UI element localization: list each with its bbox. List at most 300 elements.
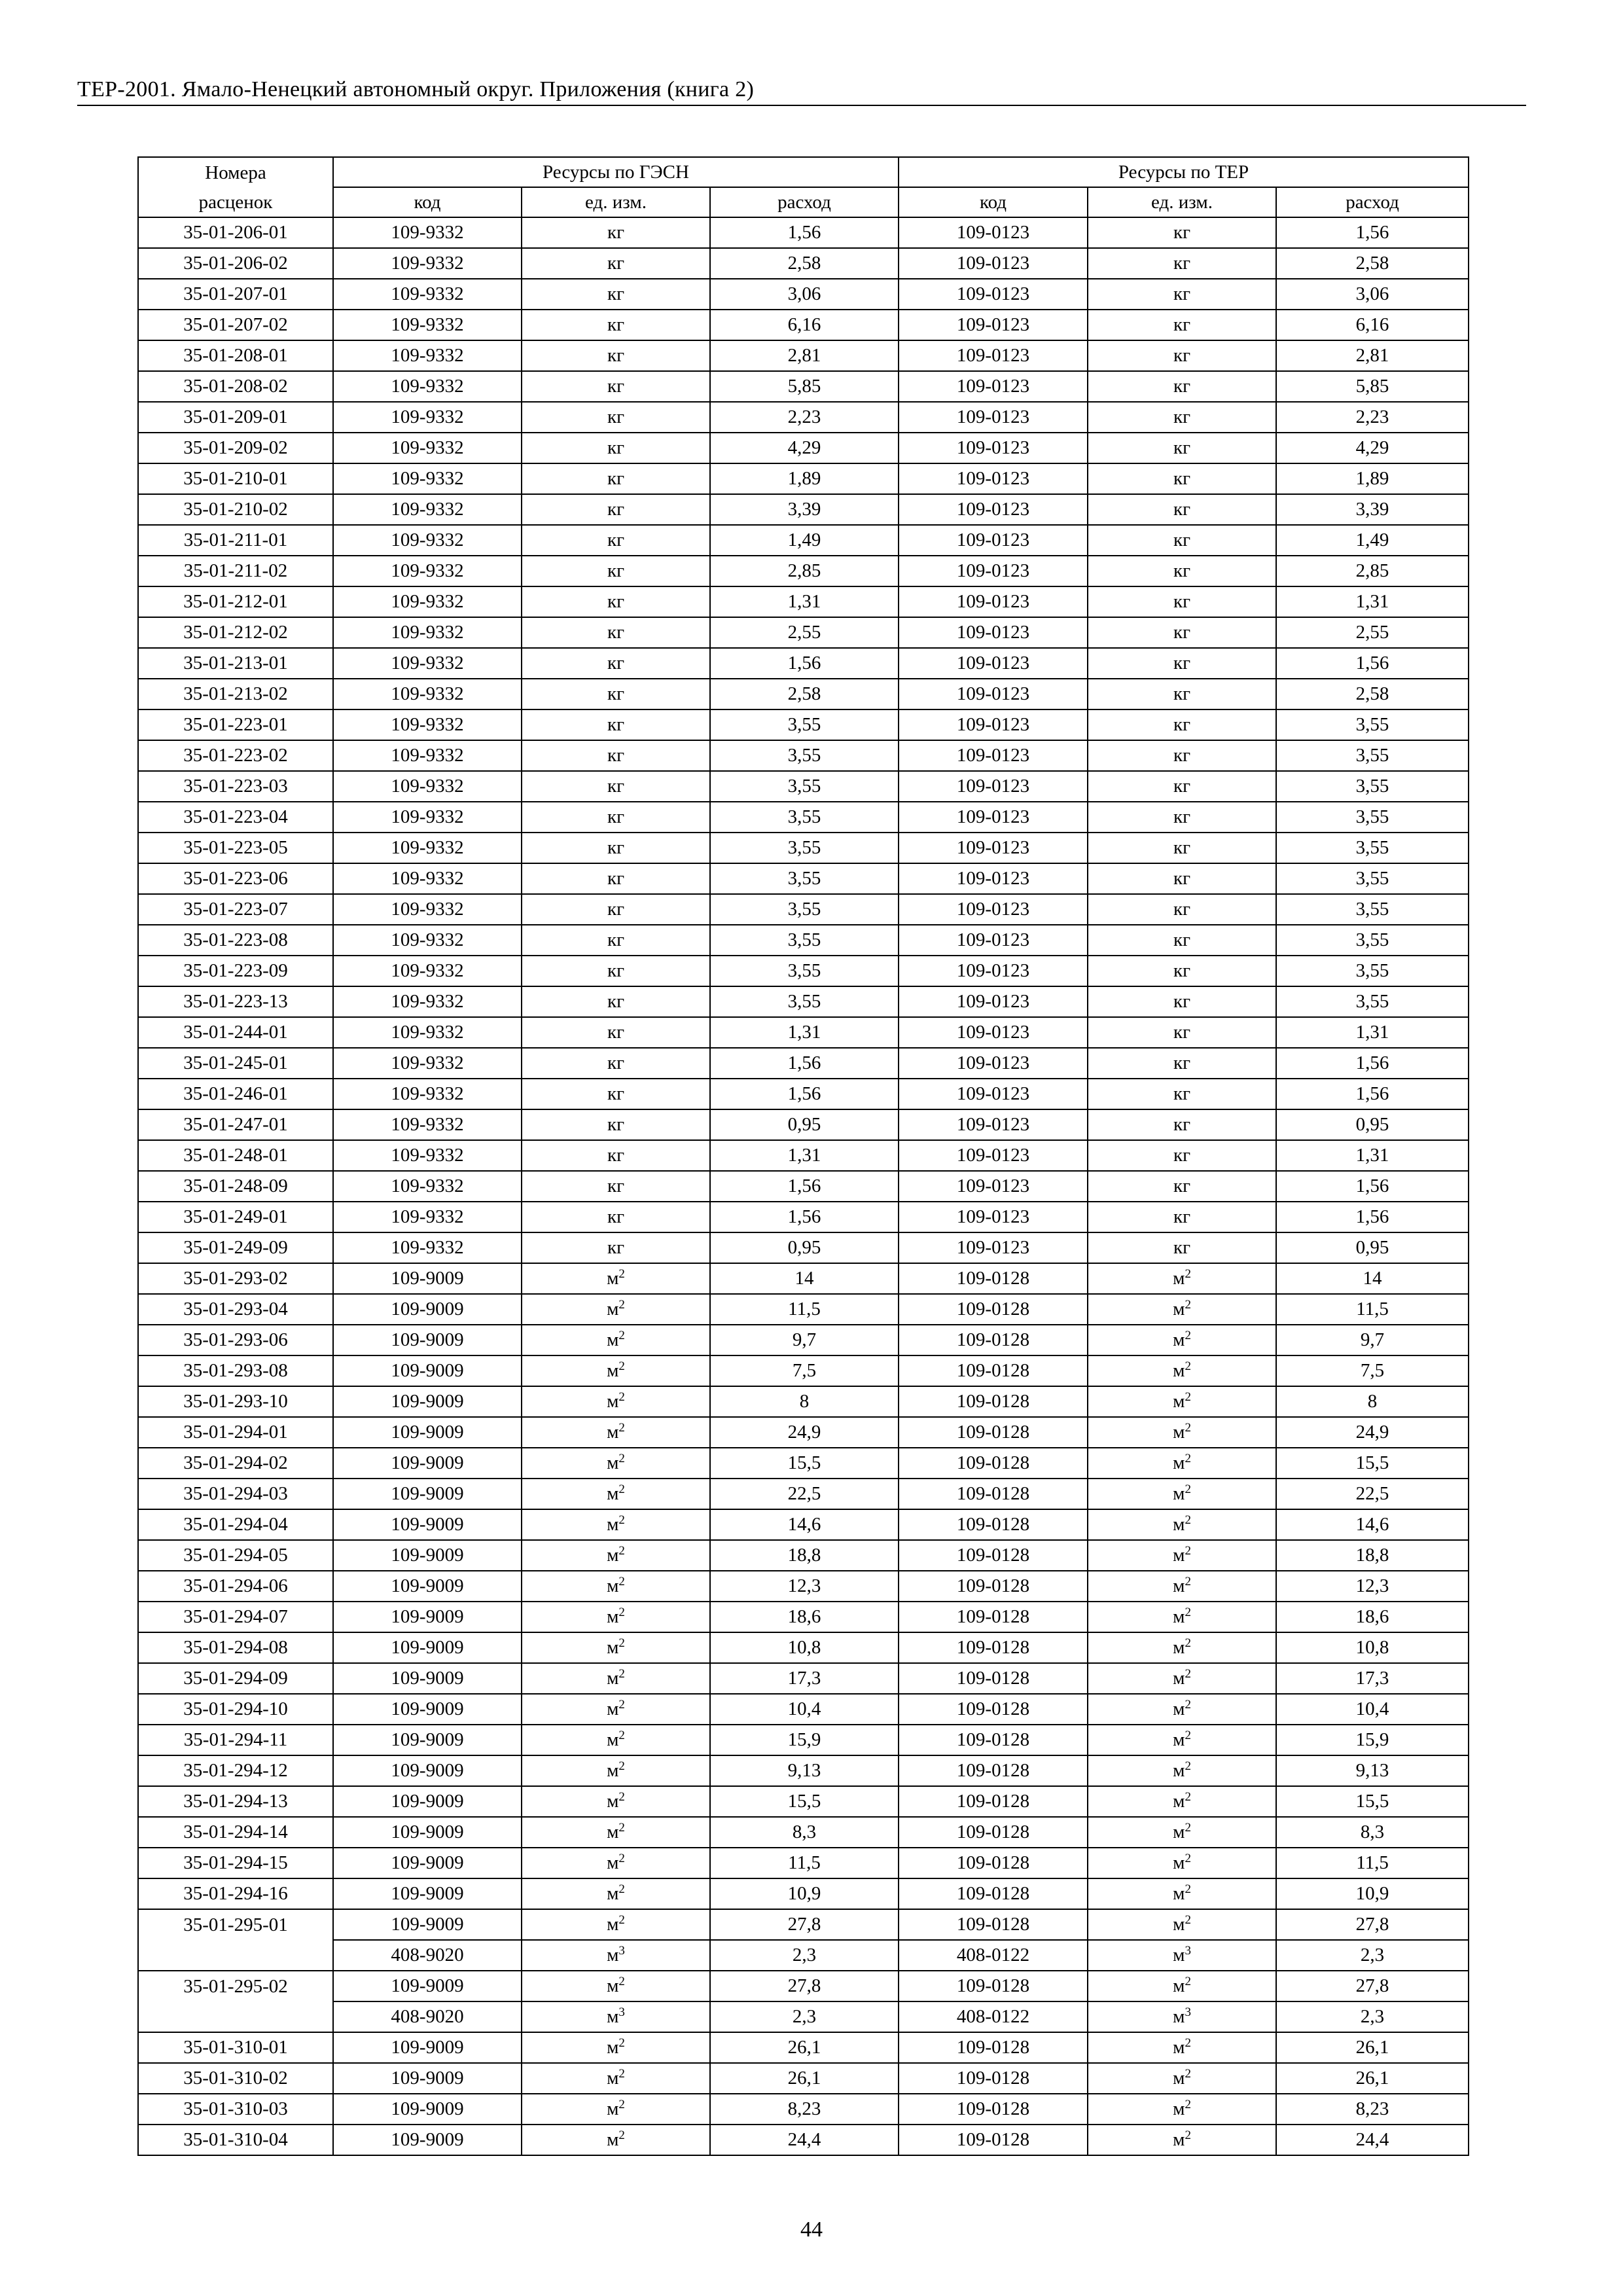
gesn-qty-cell: 14 <box>710 1263 899 1294</box>
table-row <box>138 463 1469 494</box>
gesn-code-cell: 109-9332 <box>333 986 522 1017</box>
unit-base: м <box>1173 1852 1185 1873</box>
gesn-unit-cell: кг <box>522 433 710 463</box>
ter-unit-cell <box>1088 1694 1276 1725</box>
ter-unit-cell <box>1088 1448 1276 1479</box>
rate-number-cell: 35-01-310-04 <box>138 2125 333 2155</box>
gesn-unit-cell <box>522 2063 710 2094</box>
ter-qty-cell: 2,3 <box>1276 1940 1469 1971</box>
rate-number-cell: 35-01-223-04 <box>138 802 333 833</box>
ter-unit-cell: кг <box>1088 679 1276 709</box>
rate-number-cell: 35-01-213-02 <box>138 679 333 709</box>
ter-code-cell: 109-0123 <box>899 433 1088 463</box>
ter-qty-cell: 11,5 <box>1276 1294 1469 1325</box>
ter-unit-cell: кг <box>1088 894 1276 925</box>
gesn-qty-cell: 27,8 <box>710 1971 899 2001</box>
unit-base: м <box>607 1914 619 1935</box>
unit-base: м <box>1173 1760 1185 1781</box>
unit-base: м <box>1173 1452 1185 1473</box>
gesn-unit-cell <box>522 1971 710 2001</box>
rate-number-cell: 35-01-294-07 <box>138 1602 333 1632</box>
ter-code-cell: 109-0123 <box>899 1171 1088 1202</box>
gesn-code-cell: 109-9332 <box>333 833 522 863</box>
gesn-unit-cell <box>522 1540 710 1571</box>
ter-unit-cell <box>1088 1355 1276 1386</box>
rate-number-cell: 35-01-208-02 <box>138 371 333 402</box>
ter-code-cell: 109-0123 <box>899 956 1088 986</box>
ter-qty-cell: 1,31 <box>1276 586 1469 617</box>
ter-code-cell: 109-0123 <box>899 310 1088 340</box>
rate-number-cell: 35-01-212-01 <box>138 586 333 617</box>
ter-unit-cell <box>1088 1909 1276 1940</box>
gesn-unit-cell: кг <box>522 648 710 679</box>
table-row <box>138 1417 1469 1448</box>
table-row <box>138 1632 1469 1663</box>
table-row <box>138 1509 1469 1540</box>
gesn-code-cell: 109-9332 <box>333 1171 522 1202</box>
ter-unit-cell <box>1088 1755 1276 1786</box>
gesn-code-cell: 109-9009 <box>333 1448 522 1479</box>
ter-unit-cell: кг <box>1088 463 1276 494</box>
rate-number-cell: 35-01-210-01 <box>138 463 333 494</box>
table-row <box>138 402 1469 433</box>
ter-unit-cell: кг <box>1088 525 1276 556</box>
gesn-unit-cell: кг <box>522 956 710 986</box>
unit-base: м <box>607 1391 619 1412</box>
table-row <box>138 1602 1469 1632</box>
unit-exponent-cubed: 3 <box>1185 2005 1191 2019</box>
rate-number-cell: 35-01-207-02 <box>138 310 333 340</box>
ter-code-cell: 109-0123 <box>899 709 1088 740</box>
ter-qty-cell: 3,55 <box>1276 709 1469 740</box>
ter-code-cell: 109-0123 <box>899 894 1088 925</box>
ter-unit-cell <box>1088 1663 1276 1694</box>
unit-exponent-squared: 2 <box>1185 1882 1191 1896</box>
table-row <box>138 1140 1469 1171</box>
gesn-code-cell: 109-9332 <box>333 1079 522 1109</box>
gesn-unit-cell <box>522 1848 710 1878</box>
unit-base: м <box>1173 2129 1185 2150</box>
gesn-unit-cell <box>522 1663 710 1694</box>
gesn-unit-cell: кг <box>522 709 710 740</box>
gesn-unit-cell: кг <box>522 1232 710 1263</box>
rate-number-cell: 35-01-293-06 <box>138 1325 333 1355</box>
ter-unit-cell: кг <box>1088 740 1276 771</box>
unit-exponent-squared: 2 <box>1185 1729 1191 1742</box>
unit-exponent-squared: 2 <box>1185 1821 1191 1835</box>
gesn-unit-cell <box>522 1355 710 1386</box>
ter-qty-cell: 3,06 <box>1276 279 1469 310</box>
gesn-unit-cell <box>522 1878 710 1909</box>
ter-unit-cell: кг <box>1088 1140 1276 1171</box>
unit-exponent-squared: 2 <box>618 2098 625 2111</box>
ter-code-cell: 109-0123 <box>899 802 1088 833</box>
gesn-qty-cell: 3,06 <box>710 279 899 310</box>
table-row <box>138 1448 1469 1479</box>
gesn-code-cell: 109-9332 <box>333 463 522 494</box>
unit-exponent-squared: 2 <box>618 1452 625 1465</box>
rate-number-cell: 35-01-293-04 <box>138 1294 333 1325</box>
unit-exponent-squared: 2 <box>618 1667 625 1681</box>
ter-qty-cell: 3,55 <box>1276 802 1469 833</box>
rate-number-cell <box>138 2001 333 2032</box>
unit-base: м <box>1173 1514 1185 1535</box>
rate-number-cell: 35-01-223-05 <box>138 833 333 863</box>
gesn-code-cell: 109-9009 <box>333 2063 522 2094</box>
table-row <box>138 1663 1469 1694</box>
unit-base: м <box>607 1698 619 1719</box>
ter-code-cell: 109-0128 <box>899 2032 1088 2063</box>
gesn-qty-cell: 1,49 <box>710 525 899 556</box>
unit-base: м <box>607 1360 619 1381</box>
gesn-qty-cell: 3,55 <box>710 771 899 802</box>
ter-qty-cell: 1,31 <box>1276 1017 1469 1048</box>
gesn-code-cell: 109-9332 <box>333 1140 522 1171</box>
ter-code-cell: 109-0128 <box>899 1386 1088 1417</box>
table-row <box>138 433 1469 463</box>
ter-unit-cell: кг <box>1088 986 1276 1017</box>
ter-qty-cell: 22,5 <box>1276 1479 1469 1509</box>
table-row <box>138 1848 1469 1878</box>
ter-unit-cell <box>1088 1786 1276 1817</box>
ter-qty-cell: 14,6 <box>1276 1509 1469 1540</box>
table-row <box>138 1109 1469 1140</box>
ter-unit-cell: кг <box>1088 1232 1276 1263</box>
table-row <box>138 2125 1469 2155</box>
gesn-code-cell: 109-9009 <box>333 1786 522 1817</box>
unit-base: м <box>607 1883 619 1904</box>
gesn-unit-cell: кг <box>522 1017 710 1048</box>
ter-code-cell: 109-0128 <box>899 1479 1088 1509</box>
unit-exponent-squared: 2 <box>1185 2098 1191 2111</box>
gesn-unit-cell <box>522 1817 710 1848</box>
gesn-code-cell: 109-9332 <box>333 433 522 463</box>
gesn-unit-cell: кг <box>522 771 710 802</box>
gesn-qty-cell: 10,4 <box>710 1694 899 1725</box>
ter-unit-cell: кг <box>1088 709 1276 740</box>
table-row <box>138 1786 1469 1817</box>
gesn-code-cell: 109-9009 <box>333 1909 522 1940</box>
ter-code-cell: 109-0128 <box>899 1448 1088 1479</box>
ter-qty-cell: 3,55 <box>1276 740 1469 771</box>
gesn-qty-cell: 26,1 <box>710 2063 899 2094</box>
table-row <box>138 1971 1469 2001</box>
gesn-code-cell: 109-9009 <box>333 1355 522 1386</box>
ter-qty-cell: 1,89 <box>1276 463 1469 494</box>
gesn-code-cell: 109-9009 <box>333 1602 522 1632</box>
rate-number-cell: 35-01-223-09 <box>138 956 333 986</box>
table-row <box>138 310 1469 340</box>
unit-exponent-squared: 2 <box>1185 2036 1191 2050</box>
unit-exponent-squared: 2 <box>618 1729 625 1742</box>
gesn-qty-cell: 5,85 <box>710 371 899 402</box>
table-row <box>138 494 1469 525</box>
ter-unit-cell: кг <box>1088 494 1276 525</box>
gesn-qty-cell: 17,3 <box>710 1663 899 1694</box>
unit-base: м <box>607 1791 619 1812</box>
gesn-qty-cell: 1,31 <box>710 1017 899 1048</box>
table-row <box>138 1017 1469 1048</box>
gesn-unit-cell: кг <box>522 833 710 863</box>
ter-code-cell: 109-0128 <box>899 1848 1088 1878</box>
gesn-code-cell: 408-9020 <box>333 1940 522 1971</box>
ter-unit-cell <box>1088 1940 1276 1971</box>
unit-exponent-squared: 2 <box>1185 1329 1191 1342</box>
ter-code-cell: 109-0128 <box>899 1663 1088 1694</box>
gesn-code-cell: 109-9332 <box>333 402 522 433</box>
gesn-unit-cell: кг <box>522 1079 710 1109</box>
gesn-code-cell: 109-9009 <box>333 1971 522 2001</box>
col-header-ter-code: код <box>899 187 1088 217</box>
gesn-qty-cell: 18,8 <box>710 1540 899 1571</box>
gesn-code-cell: 109-9009 <box>333 1386 522 1417</box>
gesn-qty-cell: 1,56 <box>710 217 899 248</box>
ter-qty-cell: 1,56 <box>1276 1048 1469 1079</box>
gesn-code-cell: 109-9332 <box>333 586 522 617</box>
unit-base: м <box>1173 1698 1185 1719</box>
ter-qty-cell: 24,9 <box>1276 1417 1469 1448</box>
unit-base: м <box>1173 2068 1185 2089</box>
unit-base: м <box>607 1514 619 1535</box>
unit-exponent-squared: 2 <box>1185 1852 1191 1865</box>
ter-unit-cell <box>1088 1325 1276 1355</box>
table-row <box>138 956 1469 986</box>
unit-base: м <box>607 1637 619 1658</box>
unit-exponent-squared: 2 <box>1185 1390 1191 1404</box>
gesn-qty-cell: 15,9 <box>710 1725 899 1755</box>
unit-exponent-squared: 2 <box>618 1575 625 1588</box>
gesn-code-cell: 109-9332 <box>333 371 522 402</box>
ter-code-cell: 109-0123 <box>899 556 1088 586</box>
resources-table <box>137 156 1469 2156</box>
gesn-code-cell: 109-9332 <box>333 894 522 925</box>
ter-qty-cell: 2,58 <box>1276 679 1469 709</box>
ter-unit-cell <box>1088 1571 1276 1602</box>
gesn-qty-cell: 1,89 <box>710 463 899 494</box>
ter-code-cell: 109-0128 <box>899 1755 1088 1786</box>
gesn-code-cell: 109-9009 <box>333 1694 522 1725</box>
unit-exponent-squared: 2 <box>1185 1913 1191 1927</box>
gesn-code-cell: 109-9332 <box>333 310 522 340</box>
rate-number-cell: 35-01-294-11 <box>138 1725 333 1755</box>
ter-unit-cell <box>1088 2032 1276 2063</box>
unit-base: м <box>1173 1883 1185 1904</box>
gesn-code-cell: 109-9332 <box>333 494 522 525</box>
col-header-ter-unit: ед. изм. <box>1088 187 1276 217</box>
unit-exponent-squared: 2 <box>1185 1452 1191 1465</box>
ter-unit-cell: кг <box>1088 1048 1276 1079</box>
ter-qty-cell: 10,9 <box>1276 1878 1469 1909</box>
unit-exponent-squared: 2 <box>618 1329 625 1342</box>
ter-unit-cell: кг <box>1088 1202 1276 1232</box>
unit-exponent-squared: 2 <box>618 2128 625 2142</box>
unit-base: м <box>1173 2006 1185 2027</box>
ter-unit-cell <box>1088 1263 1276 1294</box>
gesn-qty-cell: 3,55 <box>710 833 899 863</box>
table-row <box>138 1263 1469 1294</box>
gesn-unit-cell <box>522 1479 710 1509</box>
ter-code-cell: 109-0128 <box>899 1878 1088 1909</box>
ter-unit-cell: кг <box>1088 248 1276 279</box>
unit-exponent-cubed: 3 <box>1185 1944 1191 1958</box>
gesn-unit-cell: кг <box>522 925 710 956</box>
rate-number-cell: 35-01-295-01 <box>138 1909 333 1940</box>
gesn-code-cell: 109-9332 <box>333 279 522 310</box>
unit-base: м <box>607 1575 619 1596</box>
ter-qty-cell: 18,6 <box>1276 1602 1469 1632</box>
unit-exponent-squared: 2 <box>1185 1267 1191 1281</box>
gesn-code-cell: 109-9332 <box>333 863 522 894</box>
rate-number-cell: 35-01-294-14 <box>138 1817 333 1848</box>
ter-code-cell: 109-0123 <box>899 1048 1088 1079</box>
gesn-qty-cell: 27,8 <box>710 1909 899 1940</box>
ter-unit-cell <box>1088 1817 1276 1848</box>
ter-code-cell: 109-0128 <box>899 2125 1088 2155</box>
unit-base: м <box>1173 1914 1185 1935</box>
gesn-unit-cell <box>522 1263 710 1294</box>
unit-exponent-squared: 2 <box>618 1759 625 1773</box>
table-row <box>138 1294 1469 1325</box>
unit-base: м <box>607 1821 619 1842</box>
ter-code-cell: 109-0128 <box>899 1602 1088 1632</box>
gesn-code-cell: 109-9332 <box>333 556 522 586</box>
ter-qty-cell: 10,4 <box>1276 1694 1469 1725</box>
col-header-gesn-code: код <box>333 187 522 217</box>
unit-base: м <box>607 1760 619 1781</box>
gesn-unit-cell <box>522 1940 710 1971</box>
gesn-unit-cell: кг <box>522 1048 710 1079</box>
ter-qty-cell: 3,39 <box>1276 494 1469 525</box>
gesn-unit-cell: кг <box>522 863 710 894</box>
table-row <box>138 679 1469 709</box>
rate-number-cell: 35-01-247-01 <box>138 1109 333 1140</box>
gesn-qty-cell: 2,3 <box>710 1940 899 1971</box>
ter-unit-cell <box>1088 1848 1276 1878</box>
unit-exponent-squared: 2 <box>618 1482 625 1496</box>
rate-number-cell: 35-01-294-15 <box>138 1848 333 1878</box>
ter-qty-cell: 8 <box>1276 1386 1469 1417</box>
ter-qty-cell: 1,31 <box>1276 1140 1469 1171</box>
ter-unit-cell <box>1088 1417 1276 1448</box>
ter-unit-cell: кг <box>1088 1171 1276 1202</box>
unit-exponent-squared: 2 <box>1185 1544 1191 1558</box>
table-row <box>138 802 1469 833</box>
table-row <box>138 925 1469 956</box>
unit-base: м <box>607 2006 619 2027</box>
gesn-unit-cell: кг <box>522 1140 710 1171</box>
gesn-code-cell: 109-9009 <box>333 1878 522 1909</box>
gesn-unit-cell: кг <box>522 1171 710 1202</box>
gesn-unit-cell <box>522 1571 710 1602</box>
ter-code-cell: 109-0123 <box>899 833 1088 863</box>
gesn-qty-cell: 1,31 <box>710 586 899 617</box>
ter-unit-cell: кг <box>1088 771 1276 802</box>
rate-number-cell: 35-01-294-16 <box>138 1878 333 1909</box>
ter-code-cell: 109-0123 <box>899 1202 1088 1232</box>
gesn-unit-cell: кг <box>522 740 710 771</box>
ter-qty-cell: 2,3 <box>1276 2001 1469 2032</box>
gesn-unit-cell <box>522 1509 710 1540</box>
unit-base: м <box>1173 1668 1185 1689</box>
table-row <box>138 340 1469 371</box>
unit-base: м <box>1173 1268 1185 1289</box>
table-row <box>138 1755 1469 1786</box>
ter-unit-cell: кг <box>1088 925 1276 956</box>
rate-number-cell: 35-01-223-08 <box>138 925 333 956</box>
ter-unit-cell <box>1088 1971 1276 2001</box>
unit-exponent-squared: 2 <box>618 1975 625 1988</box>
unit-base: м <box>1173 1545 1185 1566</box>
gesn-unit-cell: кг <box>522 371 710 402</box>
rate-number-cell: 35-01-246-01 <box>138 1079 333 1109</box>
ter-code-cell: 109-0128 <box>899 1817 1088 1848</box>
ter-code-cell: 109-0123 <box>899 925 1088 956</box>
unit-base: м <box>607 1268 619 1289</box>
ter-code-cell: 109-0123 <box>899 586 1088 617</box>
rate-number-cell: 35-01-310-02 <box>138 2063 333 2094</box>
rate-number-cell: 35-01-213-01 <box>138 648 333 679</box>
rate-number-cell: 35-01-206-01 <box>138 217 333 248</box>
unit-exponent-squared: 2 <box>1185 1298 1191 1312</box>
rate-number-cell: 35-01-223-06 <box>138 863 333 894</box>
ter-qty-cell: 2,55 <box>1276 617 1469 648</box>
table-row <box>138 2094 1469 2125</box>
unit-exponent-squared: 2 <box>618 1821 625 1835</box>
gesn-unit-cell: кг <box>522 310 710 340</box>
gesn-code-cell: 109-9332 <box>333 525 522 556</box>
ter-unit-cell: кг <box>1088 433 1276 463</box>
unit-exponent-squared: 2 <box>618 2036 625 2050</box>
ter-unit-cell: кг <box>1088 648 1276 679</box>
gesn-unit-cell: кг <box>522 617 710 648</box>
unit-exponent-cubed: 3 <box>618 1944 625 1958</box>
ter-unit-cell <box>1088 2125 1276 2155</box>
ter-unit-cell: кг <box>1088 833 1276 863</box>
unit-base: м <box>1173 1606 1185 1627</box>
ter-qty-cell: 1,56 <box>1276 217 1469 248</box>
ter-qty-cell: 24,4 <box>1276 2125 1469 2155</box>
ter-qty-cell: 3,55 <box>1276 986 1469 1017</box>
ter-unit-cell: кг <box>1088 617 1276 648</box>
table-row <box>138 1479 1469 1509</box>
rate-number-cell: 35-01-223-13 <box>138 986 333 1017</box>
rate-number-cell: 35-01-211-01 <box>138 525 333 556</box>
gesn-qty-cell: 3,55 <box>710 956 899 986</box>
rate-number-cell: 35-01-207-01 <box>138 279 333 310</box>
rate-number-cell: 35-01-294-06 <box>138 1571 333 1602</box>
gesn-qty-cell: 1,31 <box>710 1140 899 1171</box>
table-row <box>138 371 1469 402</box>
gesn-code-cell: 109-9009 <box>333 1263 522 1294</box>
unit-exponent-squared: 2 <box>1185 1698 1191 1712</box>
ter-code-cell: 109-0123 <box>899 494 1088 525</box>
rate-number-cell: 35-01-248-09 <box>138 1171 333 1202</box>
page-header-title: ТЕР-2001. Ямало-Ненецкий автономный округ. Приложения (книга 2) <box>77 77 755 101</box>
rate-number-cell: 35-01-294-04 <box>138 1509 333 1540</box>
rate-number-cell: 35-01-245-01 <box>138 1048 333 1079</box>
table-row <box>138 1878 1469 1909</box>
ter-qty-cell: 1,56 <box>1276 1171 1469 1202</box>
ter-qty-cell: 3,55 <box>1276 771 1469 802</box>
gesn-unit-cell <box>522 1725 710 1755</box>
unit-exponent-squared: 2 <box>1185 1975 1191 1988</box>
gesn-code-cell: 109-9009 <box>333 1417 522 1448</box>
ter-qty-cell: 0,95 <box>1276 1109 1469 1140</box>
ter-unit-cell: кг <box>1088 340 1276 371</box>
gesn-unit-cell <box>522 1294 710 1325</box>
ter-qty-cell: 1,56 <box>1276 1079 1469 1109</box>
gesn-unit-cell: кг <box>522 986 710 1017</box>
